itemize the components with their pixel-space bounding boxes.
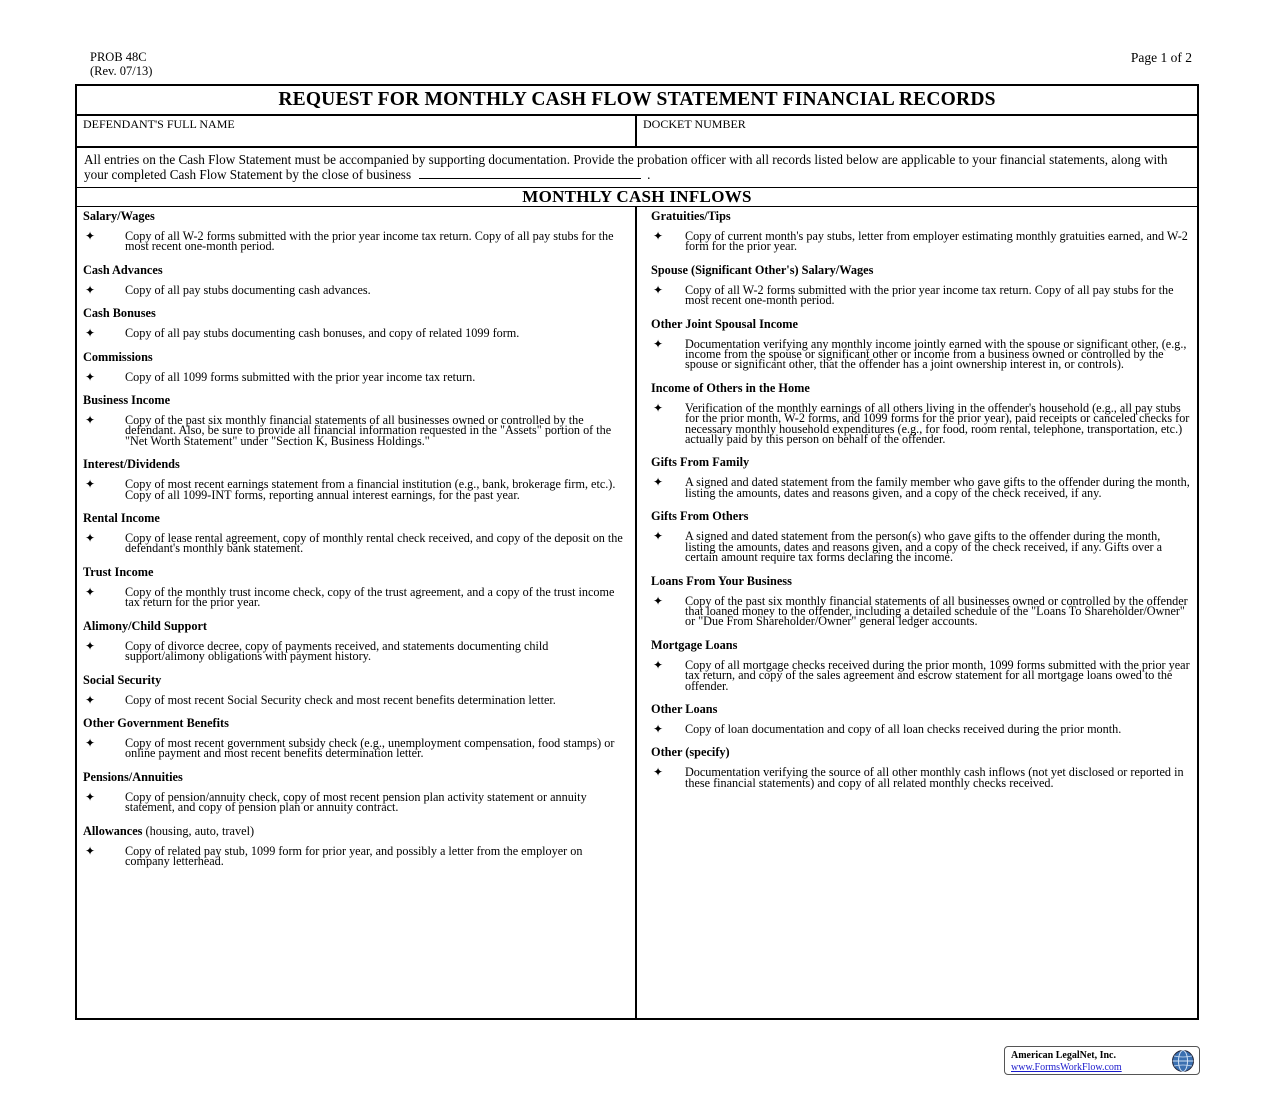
heading-text: Salary/Wages xyxy=(83,209,155,223)
bullet-icon: ✦ xyxy=(85,531,96,546)
item-text: Copy of related pay stub, 1099 form for prior year, and possibly a letter from the employer on company letterhead. xyxy=(125,843,583,868)
section-heading-gratuities-tips xyxy=(651,209,1191,224)
form-frame xyxy=(75,84,1199,1020)
heading-text: Social Security xyxy=(83,672,162,687)
item-text: Copy of lease rental agreement, copy of monthly rental check received, and copy of the deposit on the defendant's monthly bank statement. xyxy=(125,531,623,556)
item-text: Copy of most recent earnings statement from a financial institution (e.g., bank, brokerage firm, etc.). Copy of all 1099-INT forms, reporting annual interest earnings, for the past year. xyxy=(125,477,616,502)
heading-text: Gifts From Family xyxy=(651,455,750,470)
publisher-link[interactable]: www.FormsWorkFlow.com xyxy=(1011,1062,1122,1073)
section-heading-other-specify xyxy=(651,745,1191,760)
heading-text: Business Income xyxy=(83,393,171,408)
section-heading-commissions xyxy=(83,350,629,365)
bullet-icon: ✦ xyxy=(85,692,96,707)
bullet-icon: ✦ xyxy=(85,584,96,599)
heading-text: Cash Advances xyxy=(83,262,163,277)
item-text: Documentation verifying the source of all other monthly cash inflows (not yet disclosed or reported in these financial statements) and copy of all related monthly checks received. xyxy=(685,765,1184,790)
list-item xyxy=(651,657,1191,693)
heading-text: Commissions xyxy=(83,349,153,364)
section-heading-trust-income xyxy=(83,565,629,580)
defendant-name-field[interactable] xyxy=(77,116,637,146)
heading-text: Other (specify) xyxy=(651,745,730,760)
list-item xyxy=(651,282,1191,308)
list-item xyxy=(83,479,629,500)
inflow-columns xyxy=(77,207,1197,1019)
item-text: Verification of the monthly earnings of all others living in the offender's household (e.g., all pay stubs for the prior month, W-2 forms, and 1099 forms for the prior year), paid receipts or canceled checks for necessary monthly household expenditures (e.g., for food, room rental, telephone, transportation, etc.) actually paid by this person on behalf of the offender. xyxy=(685,400,1190,447)
defendant-name-label: DEFENDANT'S FULL NAME xyxy=(83,117,235,131)
list-item xyxy=(651,529,1191,565)
section-heading-allowances xyxy=(83,824,629,839)
list-item xyxy=(83,638,629,664)
section-heading-salary-wages xyxy=(83,209,629,224)
item-text: Copy of loan documentation and copy of all loan checks received during the prior month. xyxy=(685,721,1122,736)
publisher-name: American LegalNet, Inc. xyxy=(1011,1050,1116,1061)
bullet-icon: ✦ xyxy=(653,721,664,736)
bullet-icon: ✦ xyxy=(653,282,664,297)
heading-text: Cash Bonuses xyxy=(83,306,156,321)
section-heading-rental-income xyxy=(83,511,629,526)
list-item xyxy=(83,789,629,815)
section-heading-other-loans xyxy=(651,702,1191,717)
bullet-icon: ✦ xyxy=(653,765,664,780)
instructions xyxy=(77,148,1197,188)
item-text: A signed and dated statement from the person(s) who gave gifts to the offender during the month, listing the amounts, dates and reasons given, and a copy of the check received, if any. Gifts over a certain amount require tax forms declaring the income. xyxy=(685,529,1163,565)
bullet-icon: ✦ xyxy=(653,400,664,415)
section-heading-spouse-significant-other-s-salary-wages xyxy=(651,263,1191,278)
section-heading-cash-advances xyxy=(83,263,629,278)
section-heading-alimony-child-support xyxy=(83,619,629,634)
bullet-icon: ✦ xyxy=(653,657,664,672)
bullet-icon: ✦ xyxy=(85,789,96,804)
list-item xyxy=(83,584,629,610)
bullet-icon: ✦ xyxy=(85,326,96,341)
heading-text: Alimony/Child Support xyxy=(83,618,208,633)
docket-number-label: DOCKET NUMBER xyxy=(643,117,746,131)
section-heading-other-joint-spousal-income xyxy=(651,317,1191,332)
identity-row xyxy=(77,116,1197,148)
section-heading-loans-from-your-business xyxy=(651,574,1191,589)
left-column xyxy=(77,207,637,1019)
close-of-business-date-field[interactable] xyxy=(419,168,641,179)
instructions-end: . xyxy=(647,167,651,182)
item-text: A signed and dated statement from the family member who gave gifts to the offender during the month, listing the amounts, dates and reasons given, and a copy of the check received, if any. xyxy=(685,475,1190,500)
bullet-icon: ✦ xyxy=(85,638,96,653)
list-item xyxy=(651,336,1191,372)
list-item xyxy=(83,843,629,868)
item-text: Copy of all pay stubs documenting cash advances. xyxy=(125,282,371,297)
list-item xyxy=(83,533,629,554)
form-revision: (Rev. 07/13) xyxy=(90,64,153,78)
section-heading-other-government-benefits xyxy=(83,716,629,731)
heading-text: Mortgage Loans xyxy=(651,637,738,652)
heading-text: Other Joint Spousal Income xyxy=(651,316,799,331)
section-heading-mortgage-loans xyxy=(651,638,1191,653)
heading-text: Other Loans xyxy=(651,701,718,716)
section-heading-gifts-from-others xyxy=(651,509,1191,524)
item-text: Copy of all W-2 forms submitted with the prior year income tax return. Copy of all pay stubs for the most recent one-month period. xyxy=(685,282,1174,308)
bullet-icon: ✦ xyxy=(653,593,664,608)
item-text: Copy of the monthly trust income check, copy of the trust agreement, and a copy of the trust income tax return for the prior year. xyxy=(125,584,615,610)
list-item xyxy=(651,767,1191,788)
globe-icon xyxy=(1171,1049,1195,1073)
item-text: Documentation verifying any monthly income jointly earned with the spouse or significant other, (e.g., income from the spouse or significant other or income from a business owned or controlled by the spouse or significant other, that the offender has a joint ownership interest in, or controls). xyxy=(685,336,1187,372)
bullet-icon: ✦ xyxy=(85,735,96,750)
heading-note: (housing, auto, travel) xyxy=(142,823,255,838)
section-heading-social-security xyxy=(83,673,629,688)
section-heading-pensions-annuities xyxy=(83,770,629,785)
list-item xyxy=(651,231,1191,252)
bullet-icon: ✦ xyxy=(85,369,96,384)
heading-text: Loans From Your Business xyxy=(651,573,792,588)
item-text: Copy of divorce decree, copy of payments received, and statements documenting child support/alimony obligations with payment history. xyxy=(125,638,549,664)
form-code-block xyxy=(90,50,152,78)
form-code: PROB 48C xyxy=(90,50,147,64)
heading-text: Trust Income xyxy=(83,564,154,579)
bullet-icon: ✦ xyxy=(653,475,664,490)
item-text: Copy of the past six monthly financial statements of all businesses owned or controlled by the offender that loaned money to the offender, including a detailed schedule of the "Loans To Shareholder/Owner" or "Due From Shareholder/Owner" general ledger accounts. xyxy=(685,593,1188,629)
list-item xyxy=(651,400,1191,447)
bullet-icon: ✦ xyxy=(85,843,96,858)
list-item xyxy=(83,415,629,446)
bullet-icon: ✦ xyxy=(85,229,96,243)
item-text: Copy of all pay stubs documenting cash bonuses, and copy of related 1099 form. xyxy=(125,326,520,341)
item-text: Copy of the past six monthly financial statements of all businesses owned or controlled by the defendant. Also, be sure to provide all financial information requested in the "Assets" portion of the "Net Worth Statement" under "Section K, Business Holdings." xyxy=(125,413,612,448)
bullet-icon: ✦ xyxy=(85,282,96,297)
section-heading-interest-dividends xyxy=(83,457,629,472)
item-text: Copy of all 1099 forms submitted with the prior year income tax return. xyxy=(125,369,476,384)
section-heading-income-of-others-in-the-home xyxy=(651,381,1191,396)
bullet-icon: ✦ xyxy=(653,229,664,243)
heading-text: Gratuities/Tips xyxy=(651,209,731,223)
item-text: Copy of most recent government subsidy check (e.g., unemployment compensation, food stamps) or online payment and most recent benefits determination letter. xyxy=(125,735,615,761)
list-item xyxy=(83,326,629,341)
right-column xyxy=(637,207,1197,1019)
publisher-badge xyxy=(1004,1046,1200,1075)
instructions-text: All entries on the Cash Flow Statement must be accompanied by supporting documentation. Provide the probation officer with all records listed below are applicable to your financial statements, along with your completed Cash Flow Statement by the close of business xyxy=(84,152,1168,182)
heading-text: Allowances xyxy=(83,823,143,838)
heading-text: Rental Income xyxy=(83,511,160,526)
list-item xyxy=(83,692,629,707)
item-text: Copy of most recent Social Security check and most recent benefits determination letter. xyxy=(125,692,556,707)
list-item xyxy=(83,735,629,761)
section-heading-gifts-from-family xyxy=(651,455,1191,470)
page-number: Page 1 of 2 xyxy=(1130,50,1192,65)
item-text: Copy of all mortgage checks received during the prior month, 1099 forms submitted with the prior year tax return, and copy of the sales agreement and escrow statement for all mortgage loans owed to the offender. xyxy=(685,657,1190,693)
heading-text: Gifts From Others xyxy=(651,509,749,524)
heading-text: Spouse (Significant Other's) Salary/Wages xyxy=(651,262,874,277)
form-title: REQUEST FOR MONTHLY CASH FLOW STATEMENT FINANCIAL RECORDS xyxy=(77,86,1197,116)
bullet-icon: ✦ xyxy=(85,477,96,492)
heading-text: Interest/Dividends xyxy=(83,457,180,472)
bullet-icon: ✦ xyxy=(653,336,664,351)
list-item xyxy=(651,721,1191,736)
list-item xyxy=(651,477,1191,498)
section-heading-business-income xyxy=(83,393,629,408)
item-text: Copy of all W-2 forms submitted with the prior year income tax return. Copy of all pay stubs for the most recent one-month period. xyxy=(125,229,614,254)
list-item xyxy=(83,282,629,297)
item-text: Copy of pension/annuity check, copy of most recent pension plan activity statement or annuity statement, and copy of pension plan or annuity contract. xyxy=(125,789,587,815)
section-heading-cash-bonuses xyxy=(83,306,629,321)
bullet-icon: ✦ xyxy=(85,413,96,428)
item-text: Copy of current month's pay stubs, letter from employer estimating monthly gratuities earned, and W-2 form for the prior year. xyxy=(685,229,1188,254)
heading-text: Other Government Benefits xyxy=(83,715,229,730)
heading-text: Income of Others in the Home xyxy=(651,380,810,395)
list-item xyxy=(83,231,629,252)
bullet-icon: ✦ xyxy=(653,529,664,544)
section-title: MONTHLY CASH INFLOWS xyxy=(77,188,1197,207)
heading-text: Pensions/Annuities xyxy=(83,769,183,784)
docket-number-field[interactable] xyxy=(637,116,1197,146)
list-item xyxy=(651,593,1191,629)
list-item xyxy=(83,369,629,384)
